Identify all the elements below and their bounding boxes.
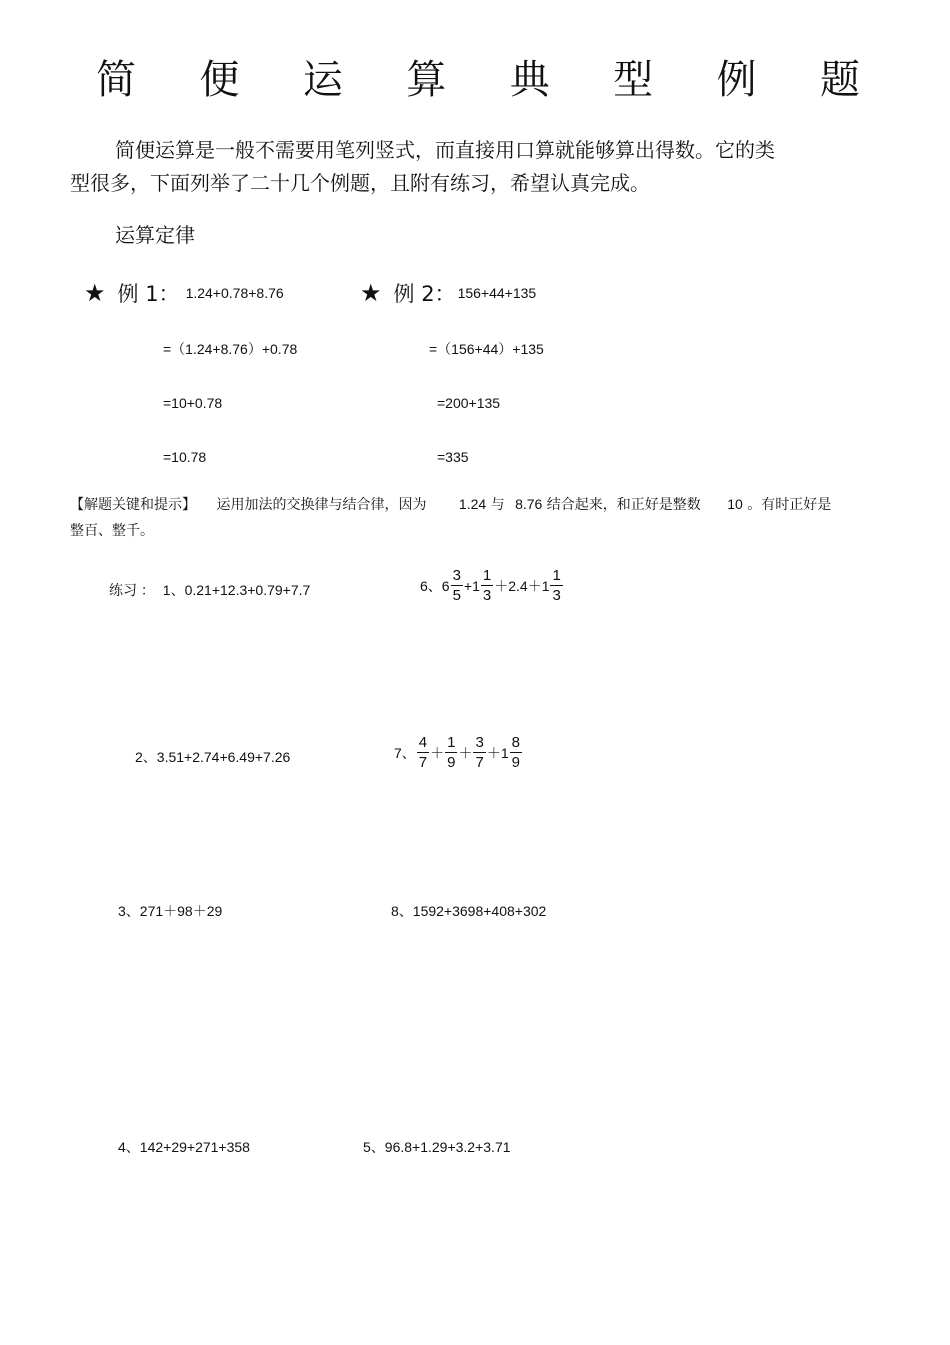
practice-problem-5: 5、96.8+1.29+3.2+3.71 [363, 1139, 511, 1155]
practice-problem-8: 8、1592+3698+408+302 [391, 903, 547, 919]
title-char: 便 [199, 56, 240, 103]
practice-problem-3: 3、271＋98＋29 [118, 903, 223, 919]
problem-6-prefix: 6、6 [420, 577, 450, 594]
fraction [417, 733, 429, 772]
example-2-step-2: =200+135 [437, 395, 501, 411]
numerator: 1 [552, 567, 561, 584]
hint-text: 。有时正好是 [747, 497, 832, 513]
fraction [473, 733, 485, 772]
numerator: 1 [447, 734, 456, 751]
denominator: 9 [447, 754, 456, 771]
intro-line-2: 型很多，下面列举了二十几个例题，且附有练习，希望认真完成。 [70, 171, 650, 195]
numerator: 4 [418, 734, 428, 751]
numerator: 1 [482, 567, 492, 584]
star-icon: ★ [360, 279, 382, 307]
hint-text: 与 [490, 497, 505, 513]
example-1-label: 例 1： [117, 282, 180, 306]
example-1-step-1: =（1.24+8.76）+0.78 [163, 341, 298, 357]
page-title [96, 50, 860, 102]
title-char: 简 [96, 56, 136, 103]
practice-problem-2: 2、3.51+2.74+6.49+7.26 [135, 749, 291, 765]
denominator: 3 [552, 587, 561, 604]
fraction [510, 733, 522, 772]
practice-problem-4: 4、142+29+271+358 [118, 1139, 250, 1155]
section-heading: 运算定律 [115, 223, 195, 247]
title-char: 算 [406, 56, 447, 103]
hint-number: 10 [727, 496, 743, 512]
title-char: 运 [302, 56, 343, 103]
intro-line-1: 简便运算是一般不需要用笔列竖式，而直接用口算就能够算出得数。它的类 [115, 138, 775, 162]
example-1-step-3: =10.78 [163, 449, 207, 465]
example-2-label: 例 2： [393, 282, 456, 306]
hint-line-1 [70, 494, 831, 514]
practice-label: 练习 ： [109, 582, 155, 598]
example-2-step-3: =335 [437, 449, 469, 465]
denominator: 3 [482, 587, 492, 604]
operator: ＋ [458, 744, 473, 761]
numerator: 3 [452, 567, 461, 584]
example-1-step-2: =10+0.78 [163, 395, 223, 411]
title-char: 型 [613, 56, 654, 103]
hint-number: 8.76 [515, 496, 543, 512]
denominator: 5 [452, 587, 461, 604]
title-char: 题 [819, 56, 860, 103]
numerator: 8 [511, 734, 520, 751]
fraction [445, 733, 457, 772]
fraction [550, 566, 562, 605]
practice-problem-6 [420, 566, 564, 605]
title-char: 典 [509, 56, 550, 103]
hint-line-2: 整百、整千。 [70, 523, 154, 539]
hint-title: 【解题关键和提示】 [70, 497, 196, 513]
example-2-expression: 156+44+135 [457, 285, 537, 301]
example-1-expression: 1.24+0.78+8.76 [185, 285, 284, 301]
title-char: 例 [716, 56, 757, 103]
problem-1-text: 1、0.21+12.3+0.79+7.7 [162, 582, 311, 598]
problem-7-prefix: 7、 [394, 744, 416, 761]
star-icon: ★ [84, 279, 106, 307]
operator: +1 [463, 577, 480, 594]
hint-number: 1.24 [458, 496, 487, 512]
practice-problem-7 [394, 733, 523, 772]
example-2-step-1: =（156+44）+135 [429, 341, 544, 357]
numerator: 3 [475, 734, 484, 751]
hint-text: 结合起来，和正好是整数 [546, 497, 701, 513]
operator: ＋ [430, 744, 445, 761]
practice-problem-1 [109, 580, 310, 600]
denominator: 7 [475, 754, 484, 771]
example-1-header [84, 278, 284, 308]
operator: ＋1 [486, 744, 509, 761]
example-2-header [360, 278, 536, 308]
denominator: 7 [418, 754, 428, 771]
operator: ＋2.4＋1 [494, 577, 550, 594]
hint-text: 运用加法的交换律与结合律，因为 [216, 497, 427, 513]
fraction [451, 566, 463, 605]
denominator: 9 [511, 754, 520, 771]
fraction [481, 566, 493, 605]
